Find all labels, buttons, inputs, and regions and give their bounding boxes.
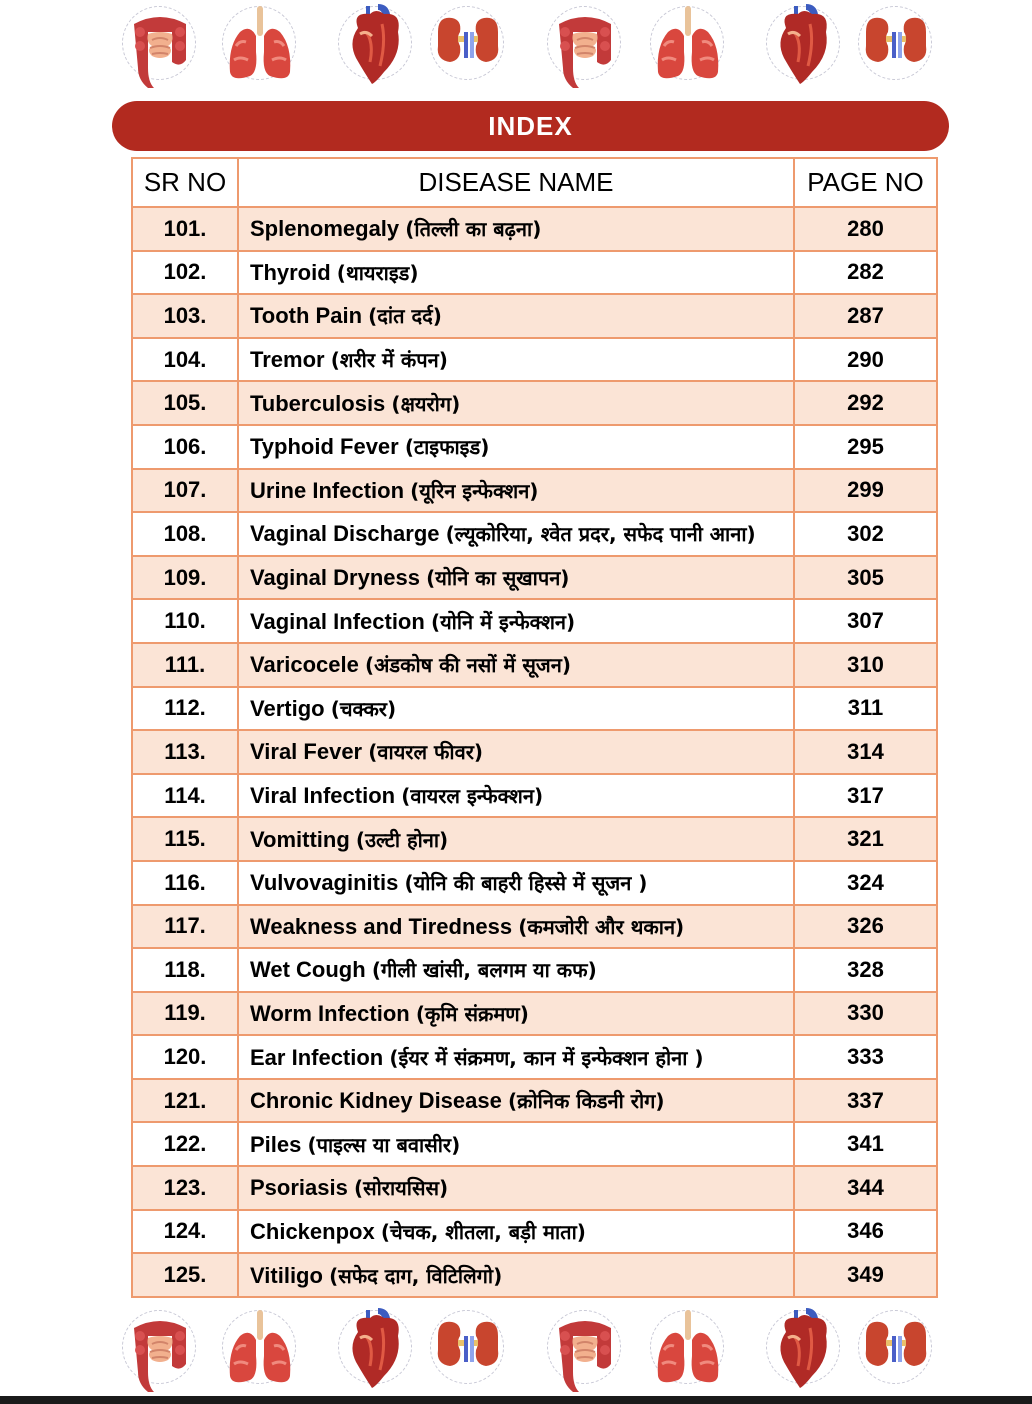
table-row <box>132 861 937 905</box>
sr-no-cell: 109. <box>132 556 238 600</box>
sr-no-cell: 111. <box>132 643 238 687</box>
disease-name-english: Vomitting <box>250 826 350 852</box>
page-no-cell: 287 <box>794 294 937 338</box>
sr-no-cell: 102. <box>132 251 238 295</box>
lungs-icon <box>220 2 300 90</box>
page-no-cell: 337 <box>794 1079 937 1123</box>
organ-strip-bottom <box>0 1304 1032 1398</box>
disease-name-cell <box>238 1122 794 1166</box>
disease-name-cell <box>238 948 794 992</box>
sr-no-cell: 123. <box>132 1166 238 1210</box>
disease-name-cell <box>238 1210 794 1254</box>
disease-name-hindi: (दांत दर्द) <box>368 304 442 329</box>
index-title: INDEX <box>488 110 573 141</box>
page-no-cell: 310 <box>794 643 937 687</box>
disease-name-cell <box>238 469 794 513</box>
table-row <box>132 1166 937 1210</box>
disease-name-english: Psoriasis <box>250 1175 348 1201</box>
table-row <box>132 1079 937 1123</box>
page-no-cell: 290 <box>794 338 937 382</box>
disease-name-hindi: (टाइफाइड) <box>404 435 490 460</box>
disease-name-hindi: (सोरायसिस) <box>353 1176 449 1201</box>
page-no-cell: 328 <box>794 948 937 992</box>
table-row <box>132 556 937 600</box>
disease-name-hindi: (सफेद दाग, विटिलिगो) <box>329 1263 503 1288</box>
disease-name-hindi: (ल्यूकोरिया, श्वेत प्रदर, सफेद पानी आना) <box>445 522 756 547</box>
disease-name-english: Vulvovaginitis <box>250 870 399 896</box>
page-no-cell: 349 <box>794 1253 937 1297</box>
page-no-cell: 314 <box>794 730 937 774</box>
disease-name-cell <box>238 251 794 295</box>
sr-no-cell: 108. <box>132 512 238 556</box>
disease-name-hindi: (कमजोरी और थकान) <box>518 914 685 939</box>
page-no-cell: 346 <box>794 1210 937 1254</box>
table-row <box>132 905 937 949</box>
sr-no-cell: 104. <box>132 338 238 382</box>
disease-name-english: Tooth Pain <box>250 303 363 329</box>
table-row <box>132 207 937 251</box>
page-no-cell: 344 <box>794 1166 937 1210</box>
disease-name-cell <box>238 861 794 905</box>
page-no-cell: 330 <box>794 992 937 1036</box>
disease-name-cell <box>238 992 794 1036</box>
sr-no-cell: 117. <box>132 905 238 949</box>
disease-name-english: Typhoid Fever <box>250 434 399 460</box>
disease-name-english: Piles <box>250 1131 302 1157</box>
page-no-cell: 299 <box>794 469 937 513</box>
disease-name-hindi: (वायरल इन्फेक्शन) <box>401 784 544 809</box>
disease-name-hindi: (योनि की बाहरी हिस्से में सूजन ) <box>404 871 648 896</box>
table-row <box>132 687 937 731</box>
sr-no-cell: 112. <box>132 687 238 731</box>
disease-name-english: Tuberculosis <box>250 390 386 416</box>
intestine-icon <box>120 1306 200 1394</box>
disease-name-cell <box>238 294 794 338</box>
lungs-icon <box>648 2 728 90</box>
disease-name-hindi: (थायराइड) <box>336 260 419 285</box>
disease-name-hindi: (यूरिन इन्फेक्शन) <box>410 478 539 503</box>
disease-name-hindi: (वायरल फीवर) <box>368 740 484 765</box>
table-row <box>132 294 937 338</box>
heart-icon <box>336 1306 416 1394</box>
page-no-cell: 333 <box>794 1035 937 1079</box>
table-row <box>132 512 937 556</box>
sr-no-cell: 124. <box>132 1210 238 1254</box>
disease-name-cell <box>238 338 794 382</box>
index-table <box>131 157 938 1298</box>
heart-icon <box>764 1306 844 1394</box>
disease-name-english: Splenomegaly <box>250 216 400 242</box>
disease-name-hindi: (योनि का सूखापन) <box>426 566 570 591</box>
table-row <box>132 251 937 295</box>
disease-name-english: Ear Infection <box>250 1044 384 1070</box>
table-row <box>132 643 937 687</box>
sr-no-cell: 121. <box>132 1079 238 1123</box>
disease-name-cell <box>238 905 794 949</box>
disease-name-english: Vitiligo <box>250 1262 323 1288</box>
table-row <box>132 338 937 382</box>
sr-no-cell: 114. <box>132 774 238 818</box>
organ-strip-top <box>0 0 1032 94</box>
page-no-cell: 324 <box>794 861 937 905</box>
sr-no-cell: 113. <box>132 730 238 774</box>
disease-name-cell <box>238 599 794 643</box>
disease-name-english: Urine Infection <box>250 477 405 503</box>
disease-name-english: Vertigo <box>250 695 325 721</box>
disease-name-cell <box>238 730 794 774</box>
disease-name-cell <box>238 1166 794 1210</box>
kidneys-icon <box>428 1306 508 1394</box>
table-row <box>132 992 937 1036</box>
sr-no-cell: 118. <box>132 948 238 992</box>
disease-name-english: Chickenpox <box>250 1218 375 1244</box>
header-sr-no: SR NO <box>132 158 238 207</box>
disease-name-hindi: (चक्कर) <box>330 696 397 721</box>
disease-name-cell <box>238 1079 794 1123</box>
disease-name-english: Viral Fever <box>250 739 363 765</box>
disease-name-english: Weakness and Tiredness <box>250 913 513 939</box>
table-row <box>132 381 937 425</box>
disease-name-cell <box>238 207 794 251</box>
table-row <box>132 948 937 992</box>
table-row <box>132 817 937 861</box>
table-row <box>132 1253 937 1297</box>
disease-name-hindi: (तिल्ली का बढ़ना) <box>405 217 542 242</box>
page-no-cell: 311 <box>794 687 937 731</box>
table-body <box>132 207 937 1297</box>
sr-no-cell: 101. <box>132 207 238 251</box>
disease-name-hindi: (कृमि संक्रमण) <box>415 1001 529 1026</box>
table-row <box>132 599 937 643</box>
disease-name-hindi: (अंडकोष की नसों में सूजन) <box>365 653 571 678</box>
table-row <box>132 425 937 469</box>
disease-name-cell <box>238 643 794 687</box>
lungs-icon <box>648 1306 728 1394</box>
disease-name-cell <box>238 425 794 469</box>
disease-name-hindi: (पाइल्स या बवासीर) <box>307 1132 461 1157</box>
page-no-cell: 280 <box>794 207 937 251</box>
disease-name-hindi: (गीली खांसी, बलगम या कफ) <box>371 958 597 983</box>
disease-name-hindi: (चेचक, शीतला, बड़ी माता) <box>380 1219 586 1244</box>
intestine-icon <box>545 2 625 90</box>
table-row <box>132 1035 937 1079</box>
disease-name-english: Chronic Kidney Disease <box>250 1088 502 1114</box>
disease-name-hindi: (क्षयरोग) <box>391 391 461 416</box>
disease-name-english: Thyroid <box>250 259 331 285</box>
page-no-cell: 302 <box>794 512 937 556</box>
disease-name-hindi: (उल्टी होना) <box>355 827 449 852</box>
disease-name-cell <box>238 687 794 731</box>
sr-no-cell: 107. <box>132 469 238 513</box>
lungs-icon <box>220 1306 300 1394</box>
table-row <box>132 1122 937 1166</box>
page-no-cell: 305 <box>794 556 937 600</box>
disease-name-cell <box>238 774 794 818</box>
index-banner <box>112 101 949 151</box>
disease-name-cell <box>238 381 794 425</box>
page-no-cell: 295 <box>794 425 937 469</box>
disease-name-english: Viral Infection <box>250 783 396 809</box>
sr-no-cell: 105. <box>132 381 238 425</box>
heart-icon <box>764 2 844 90</box>
sr-no-cell: 120. <box>132 1035 238 1079</box>
sr-no-cell: 115. <box>132 817 238 861</box>
sr-no-cell: 116. <box>132 861 238 905</box>
disease-name-english: Wet Cough <box>250 957 366 983</box>
intestine-icon <box>545 1306 625 1394</box>
disease-name-english: Tremor <box>250 347 325 373</box>
bottom-bar <box>0 1396 1032 1404</box>
table-row <box>132 774 937 818</box>
table-header-row <box>132 158 937 207</box>
table-row <box>132 1210 937 1254</box>
page-no-cell: 326 <box>794 905 937 949</box>
disease-name-cell <box>238 512 794 556</box>
page-no-cell: 282 <box>794 251 937 295</box>
header-disease-name: DISEASE NAME <box>238 158 794 207</box>
disease-name-english: Vaginal Dryness <box>250 565 420 591</box>
disease-name-cell <box>238 1253 794 1297</box>
disease-name-hindi: (क्रोनिक किडनी रोग) <box>508 1089 665 1114</box>
heart-icon <box>336 2 416 90</box>
page-no-cell: 341 <box>794 1122 937 1166</box>
disease-name-cell <box>238 1035 794 1079</box>
page-no-cell: 317 <box>794 774 937 818</box>
sr-no-cell: 125. <box>132 1253 238 1297</box>
disease-name-hindi: (शरीर में कंपन) <box>330 348 448 373</box>
sr-no-cell: 110. <box>132 599 238 643</box>
kidneys-icon <box>428 2 508 90</box>
kidneys-icon <box>856 1306 936 1394</box>
table-row <box>132 469 937 513</box>
table-row <box>132 730 937 774</box>
sr-no-cell: 103. <box>132 294 238 338</box>
disease-name-english: Vaginal Discharge <box>250 521 440 547</box>
disease-name-english: Vaginal Infection <box>250 608 425 634</box>
intestine-icon <box>120 2 200 90</box>
disease-name-cell <box>238 556 794 600</box>
header-page-no: PAGE NO <box>794 158 937 207</box>
disease-name-cell <box>238 817 794 861</box>
page-no-cell: 292 <box>794 381 937 425</box>
sr-no-cell: 119. <box>132 992 238 1036</box>
disease-name-english: Varicocele <box>250 652 359 678</box>
kidneys-icon <box>856 2 936 90</box>
sr-no-cell: 122. <box>132 1122 238 1166</box>
page-no-cell: 321 <box>794 817 937 861</box>
disease-name-english: Worm Infection <box>250 1000 410 1026</box>
disease-name-hindi: (योनि में इन्फेक्शन) <box>430 609 576 634</box>
disease-name-hindi: (ईयर में संक्रमण, कान में इन्फेक्शन होना ) <box>389 1045 704 1070</box>
sr-no-cell: 106. <box>132 425 238 469</box>
page-no-cell: 307 <box>794 599 937 643</box>
